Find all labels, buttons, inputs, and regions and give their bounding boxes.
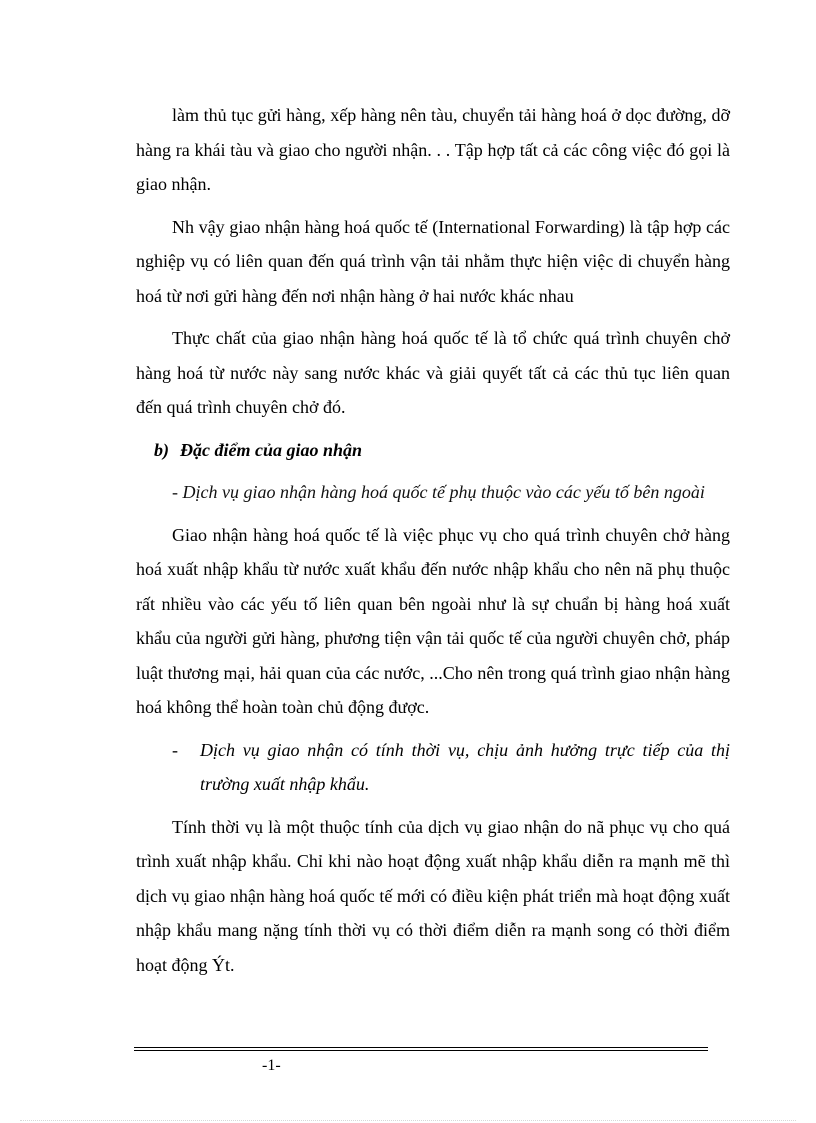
italic-point: - Dịch vụ giao nhận hàng hoá quốc tế phụ thuộc vào các yếu tố bên ngoài xyxy=(172,482,705,502)
paragraph-4: Giao nhận hàng hoá quốc tế là việc phục vụ cho quá trình chuyên chở hàng hoá xuất nhập khẩu từ nước xuất khẩu đến nước nhập khẩu cho nên nã phụ thuộc rất nhiều vào các yếu tố liên quan bên ngoài như là sự chuẩn bị hàng hoá xuất khẩu của người gửi hàng, phương tiện vận tải quốc tế của người chuyên chở, pháp luật thương mại, hải quan của các nước, ...Cho nên trong quá trình giao nhận hàng hoá không thể hoàn toàn chủ động được. xyxy=(136,524,730,717)
section-heading xyxy=(136,433,730,468)
section-heading-text: Đặc điểm của giao nhận xyxy=(180,439,363,460)
footer-rule-bottom xyxy=(134,1050,708,1051)
page-edge-divider xyxy=(20,1120,796,1121)
bullet-item xyxy=(136,733,730,802)
document-body xyxy=(136,98,730,990)
section-heading-label: b) xyxy=(154,439,169,460)
footer-rule-top xyxy=(134,1047,708,1048)
paragraph-5: Tính thời vụ là một thuộc tính của dịch vụ giao nhận do nã phục vụ cho quá trình xuất nhập khẩu. Chỉ khi nào hoạt động xuất nhập khẩu diễn ra mạnh mẽ thì dịch vụ giao nhận hàng hoá quốc tế mới có điều kiện phát triển mà hoạt động xuất nhập khẩu mang nặng tính thời vụ có thời điểm diễn ra mạnh song có thời điểm hoạt động Ýt. xyxy=(136,816,730,975)
paragraph-1: làm thủ tục gửi hàng, xếp hàng nên tàu, chuyển tải hàng hoá ở dọc đường, dỡ hàng ra khái tàu và giao cho người nhận. . . Tập hợp tất cả các công việc đó gọi là giao nhận. xyxy=(136,105,730,194)
paragraph-2: Nh vậy giao nhận hàng hoá quốc tế (International Forwarding) là tập hợp các nghiệp vụ có liên quan đến quá trình vận tải nhằm thực hiện việc di chuyển hàng hoá từ nơi gửi hàng đến nơi nhận hàng ở hai nước khác nhau xyxy=(136,216,730,306)
bullet-text: Dịch vụ giao nhận có tính thời vụ, chịu ảnh hưởng trực tiếp của thị trường xuất nhập khẩu. xyxy=(200,739,730,794)
page-number: -1- xyxy=(262,1057,281,1074)
paragraph-3: Thực chất của giao nhận hàng hoá quốc tế là tổ chức quá trình chuyên chở hàng hoá từ nước này sang nước khác và giải quyết tất cả các thủ tục liên quan đến quá trình chuyên chở đó. xyxy=(136,328,730,417)
bullet-marker: - xyxy=(172,739,178,760)
